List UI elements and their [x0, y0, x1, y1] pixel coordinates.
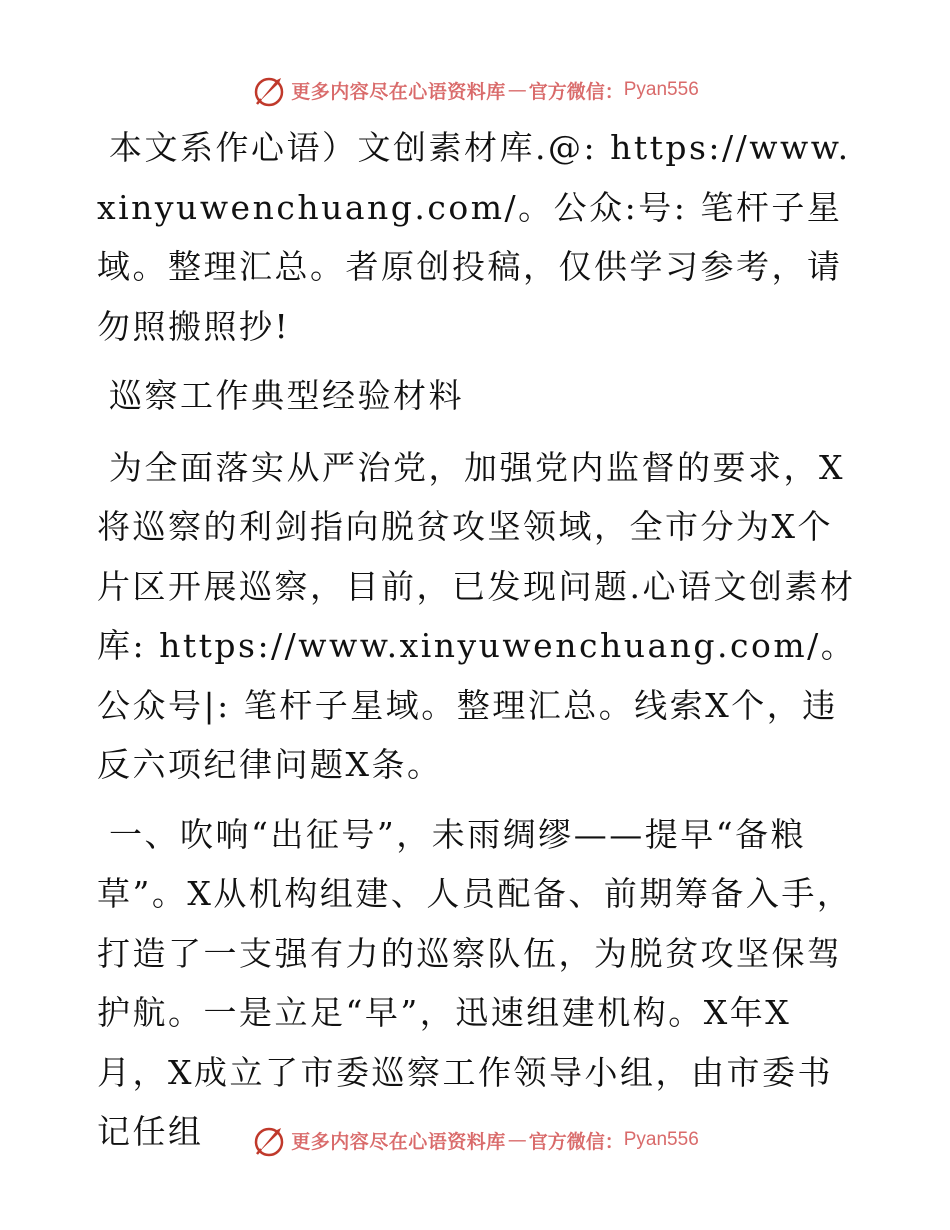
wechat-label: 官方微信： — [528, 1130, 624, 1153]
body-paragraph: 为全面落实从严治党，加强党内监督的要求，X将巡察的利剑指向脱贫攻坚领域，全市分为X个片区开展巡察，目前，已发现问题.心语文创素材库: https://www.xinyuwenchuang.com/。公众号|: 笔杆子星域。整理汇总。线索X个，违反六项纪律问题X条。 — [97, 447, 857, 784]
section-paragraph: 一、吹响“出征号”，未雨绸缪——提早“备粮草”。X从机构组建、人员配备、前期筹备入手，打造了一支强有力的巡察队伍，为脱贫攻坚保驾护航。一是立足“早”，迅速组建机构。X年X月，X成立了市委巡察工作领导小组，由市委书记任组 — [97, 814, 853, 1151]
footer-banner — [0, 1120, 950, 1160]
wechat-id: Pyan556 — [623, 1129, 699, 1150]
wechat-label: 官方微信： — [528, 80, 624, 103]
promo-text: 更多内容尽在心语资料库 — [291, 80, 506, 103]
document-title: 巡察工作典型经验材料 — [109, 376, 464, 415]
document-body — [97, 118, 857, 1172]
wechat-id: Pyan556 — [623, 79, 699, 100]
promo-text: 更多内容尽在心语资料库 — [291, 1130, 506, 1153]
quill-pen-icon — [251, 1122, 287, 1158]
quill-pen-icon — [251, 72, 287, 108]
header-banner — [0, 70, 950, 110]
intro-paragraph: 本文系作心语）文创素材库.@: https://www.xinyuwenchuang.com/。公众:号: 笔杆子星域。整理汇总。者原创投稿，仅供学习参考，请勿照搬照抄! — [97, 128, 851, 346]
banner-separator: — — [507, 79, 527, 101]
banner-separator: — — [507, 1129, 527, 1151]
